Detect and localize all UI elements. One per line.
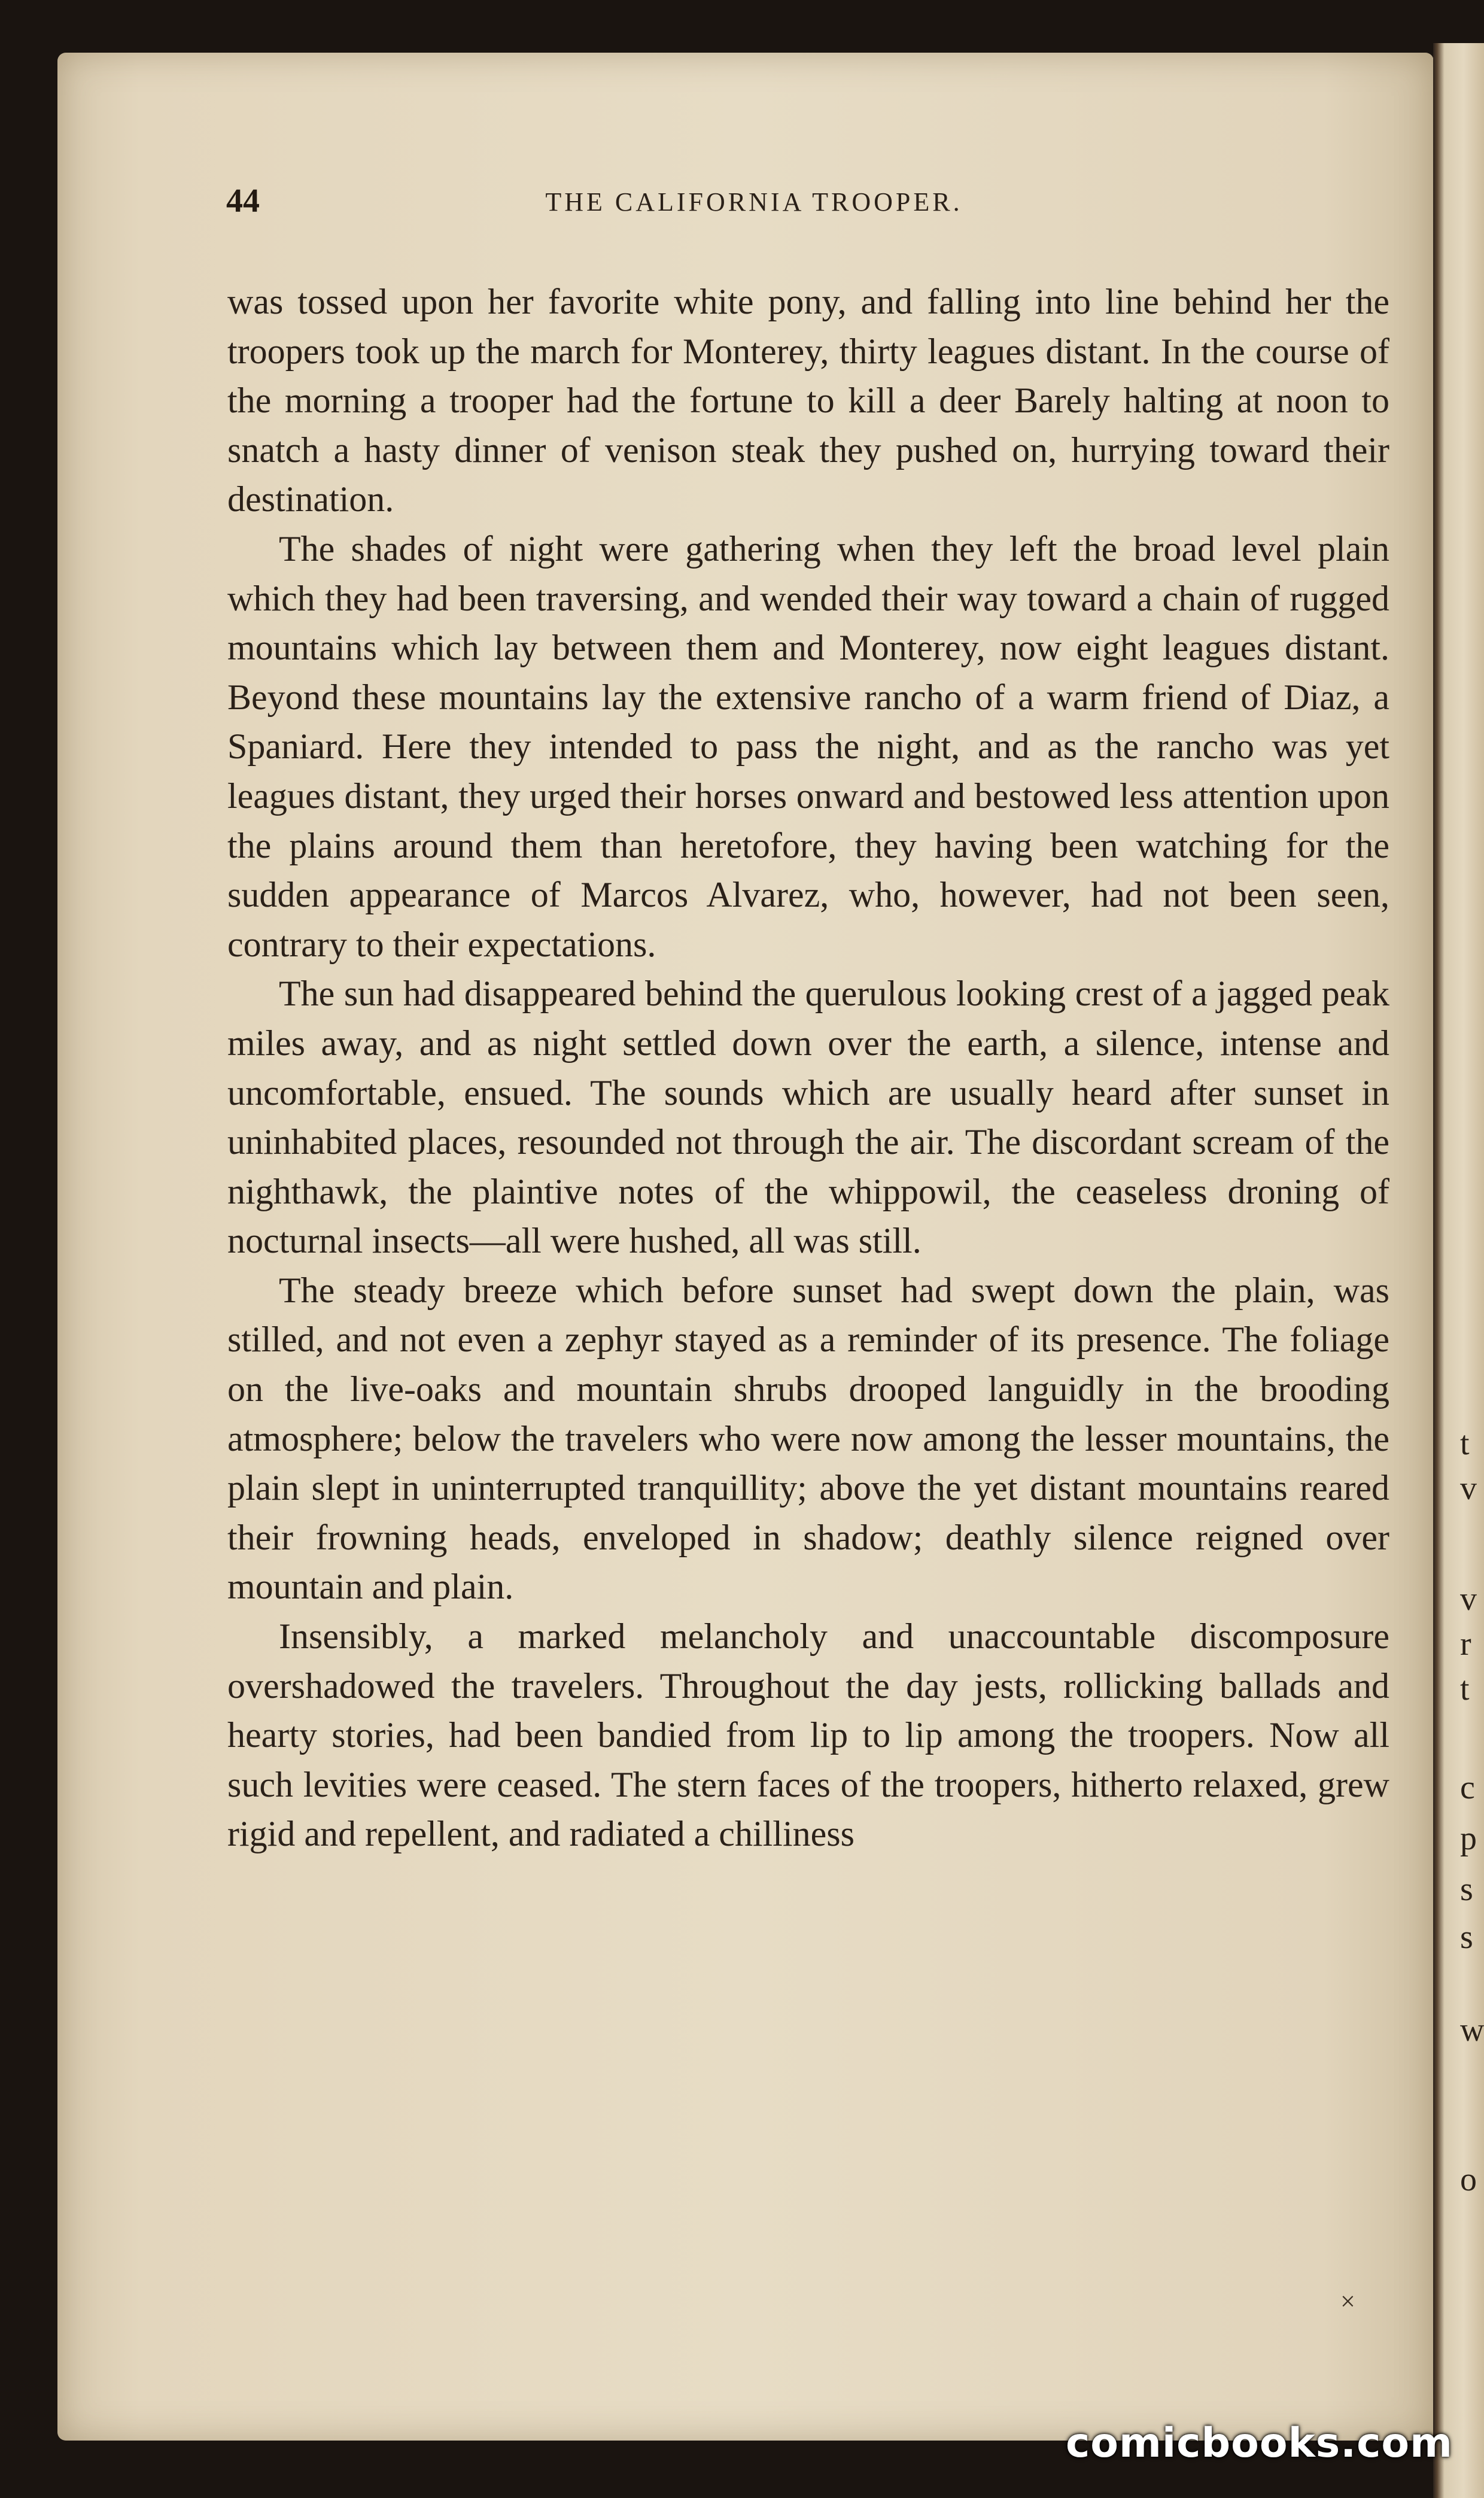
spine-letter: p <box>1460 1820 1477 1857</box>
printer-mark: × <box>1340 2287 1355 2316</box>
paragraph: The sun had disappeared behind the querulous looking crest of a jagged peak miles away, and as night settled down over the earth, a silence, intense and uncomfortable, ensued. The sounds which are usually heard after sunset in uninhabited places, resounded not through the air. The discordant scream of the nighthawk, the plaintive notes of the whippowil, the ceaseless droning of nocturnal insects—all were hushed, all was still. <box>227 974 1389 1261</box>
spine-letter: t <box>1460 1670 1470 1707</box>
adjacent-page-fragments <box>1460 0 1484 2498</box>
spine-letter: r <box>1460 1625 1471 1663</box>
spine-letter: s <box>1460 1919 1473 1956</box>
paragraph: The shades of night were gathering when they left the broad level plain which they had been traversing, and wended their way toward a chain of rugged mountains which lay between them and Monterey, now eight leagues distant. Beyond these mountains lay the extensive rancho of a warm friend of Diaz, a Spaniard. Here they intended to pass the night, and as the rancho was yet leagues distant, they urged their horses onward and bestowed less attention upon the plains around them than heretofore, they having been watching for the sudden appearance of Marcos Alvarez, who, however, had not been seen, contrary to their expectations. <box>227 528 1389 964</box>
paragraph: The steady breeze which before sunset had swept down the plain, was stilled, and not even a zephyr stayed as a reminder of its presence. The foliage on the live-oaks and mountain shrubs drooped languidly in the brooding atmosphere; below the travelers who were now among the lesser mountains, the plain slept in uninterrupted tranquillity; above the yet distant mountains reared their frowning heads, enveloped in shadow; deathly silence reigned over mountain and plain. <box>227 1270 1389 1607</box>
spine-letter: o <box>1460 2161 1477 2198</box>
spine-letter: w <box>1460 2011 1484 2049</box>
spine-letter: s <box>1460 1871 1473 1908</box>
spine-letter: v <box>1460 1470 1477 1507</box>
paragraph: was tossed upon her favorite white pony, and falling into line behind her the troopers took up the march for Monterey, thirty leagues distant. In the course of the morning a trooper had the fortune to kill a deer Barely halting at noon to snatch a hasty dinner of venison steak they pushed on, hurrying toward their destination. <box>227 282 1389 519</box>
page-number: 44 <box>226 183 260 220</box>
paragraph: Insensibly, a marked melancholy and unaccountable discomposure overshadowed the travelers. Throughout the day jests, rollicking ballads and hearty stories, had been bandied from lip to lip among the troopers. Now all such levities were ceased. The stern faces of the troopers, hitherto relaxed, grew rigid and repellent, and radiated a chilliness <box>227 1616 1389 1854</box>
running-title: THE CALIFORNIA TROOPER. <box>545 187 963 217</box>
spine-letter: v <box>1460 1581 1477 1618</box>
spine-letter: t <box>1460 1425 1470 1462</box>
watermark: comicbooks.com <box>1065 2420 1453 2467</box>
spine-letter: c <box>1460 1769 1475 1806</box>
page-body <box>227 277 1389 1859</box>
